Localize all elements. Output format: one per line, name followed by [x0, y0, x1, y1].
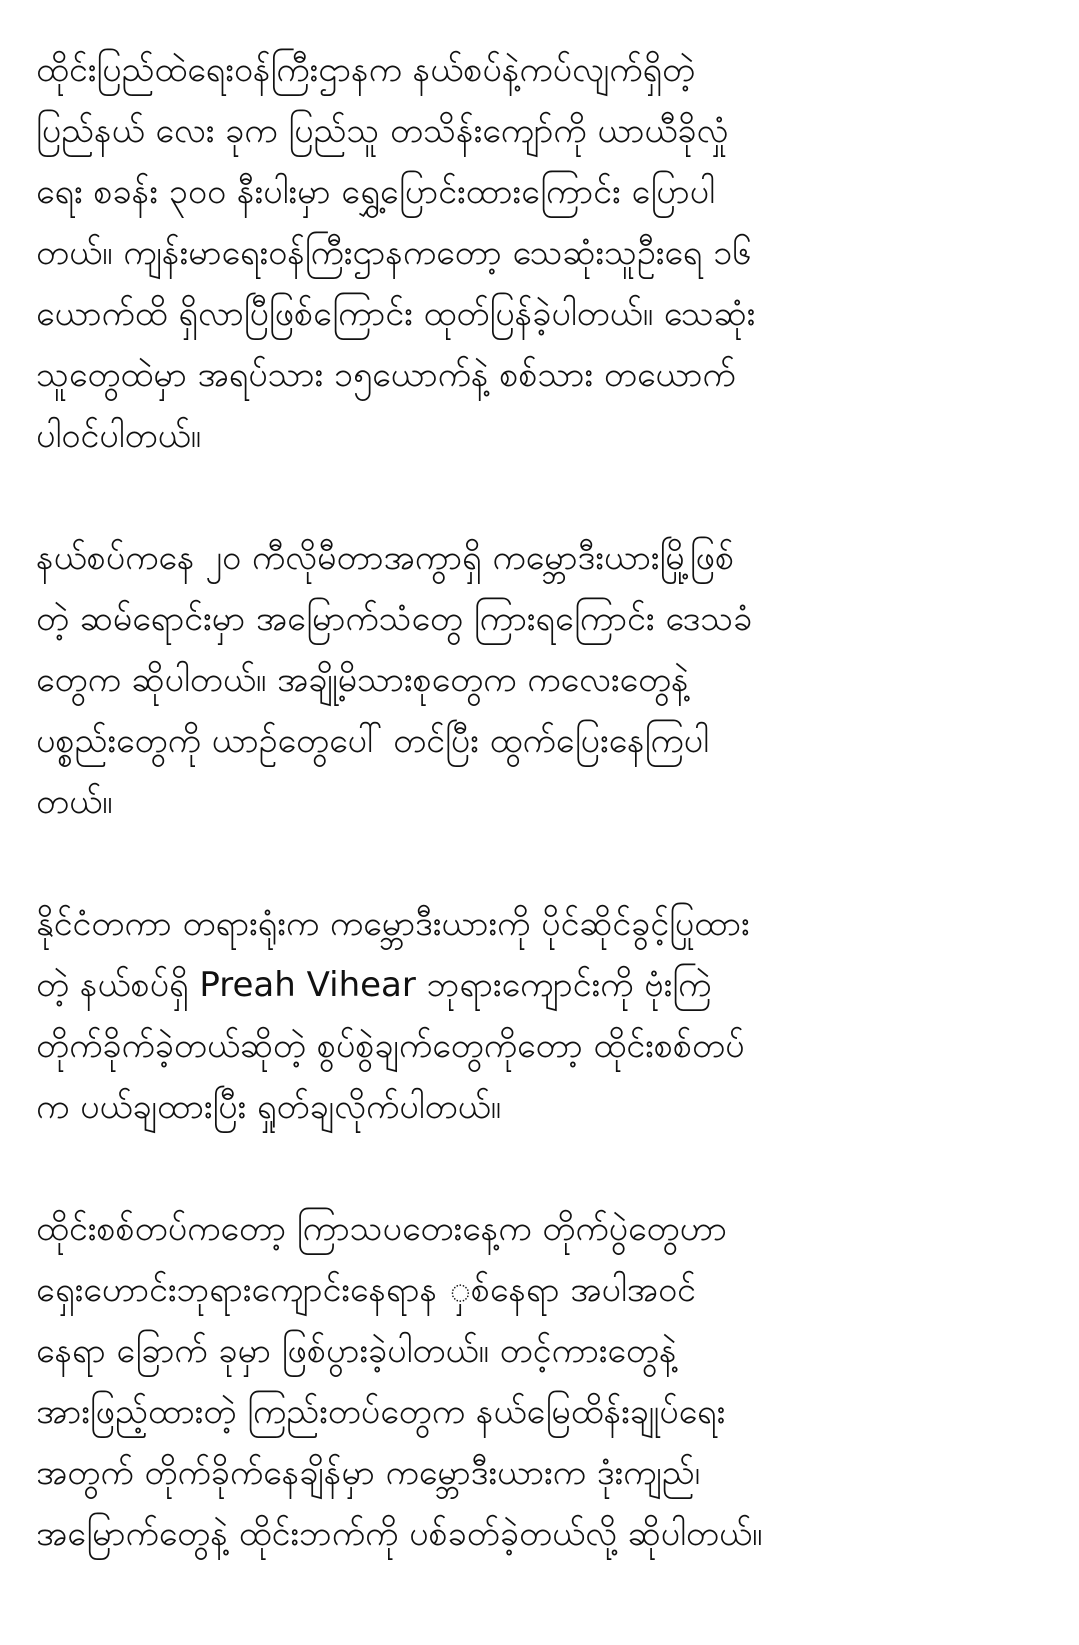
text-line: တယ်။ ကျန်းမာရေးဝန်ကြီးဌာနကတော့ သေဆုံးသူဦးရေ ၁၆ [36, 233, 752, 273]
text-line: နယ်စပ်ကနေ ၂၀ ကီလိုမီတာအကွာရှိ ကမ္ဘောဒီးယားမြို့ဖြစ် [36, 538, 735, 578]
text-line: က ပယ်ချထားပြီး ရှုတ်ချလိုက်ပါတယ်။ [36, 1087, 501, 1127]
text-line: ပါဝင်ပါတယ်။ [36, 416, 201, 456]
text-line: အမြောက်တွေနဲ့ ထိုင်းဘက်ကို ပစ်ခတ်ခဲ့တယ်လို့ ဆိုပါတယ်။ [36, 1514, 763, 1554]
text-line: ရှေးဟောင်းဘုရားကျောင်းနေရာန ှစ်နေရာ အပါအဝင် [36, 1270, 696, 1310]
text-line: ပြည်နယ် လေး ခုက ပြည်သူ တသိန်းကျော်ကို ယာယီခိုလှုံ [36, 111, 729, 151]
paragraph-3 [36, 894, 1056, 1138]
paragraph-1 [36, 40, 1056, 467]
text-line: နေရာ ခြောက် ခုမှာ ဖြစ်ပွားခဲ့ပါတယ်။ တင့်ကားတွေနဲ့ [36, 1331, 677, 1371]
text-line: အတွက် တိုက်ခိုက်နေချိန်မှာ ကမ္ဘောဒီးယားက ဒုံးကျည်၊ [36, 1453, 700, 1493]
text-line: တဲ့ ဆမ်ရောင်းမှာ အမြောက်သံတွေ ကြားရကြောင်း ဒေသခံ [36, 599, 753, 639]
text-line: ယောက်ထိ ရှိလာပြီဖြစ်ကြောင်း ထုတ်ပြန်ခဲ့ပါတယ်။ သေဆုံး [36, 294, 756, 334]
text-line: နိုင်ငံတကာ တရားရုံးက ကမ္ဘောဒီးယားကို ပိုင်ဆိုင်ခွင့်ပြုထား [36, 904, 750, 944]
paragraph-4 [36, 1199, 1056, 1565]
text-line: တွေက ဆိုပါတယ်။ အချို့မိသားစုတွေက ကလေးတွေနဲ့ [36, 660, 689, 700]
text-line: သူတွေထဲမှာ အရပ်သား ၁၅ယောက်နဲ့ စစ်သား တယောက် [36, 355, 736, 395]
text-line: ပစ္စည်းတွေကို ယာဉ်တွေပေါ် တင်ပြီး ထွက်ပြေးနေကြပါ [36, 721, 709, 761]
text-line: ရေး စခန်း ၃၀၀ နီးပါးမှာ ရွှေ့ပြောင်းထားကြောင်း ပြောပါ [36, 172, 715, 212]
text-line: တိုက်ခိုက်ခဲ့တယ်ဆိုတဲ့ စွပ်စွဲချက်တွေကိုတော့ ထိုင်းစစ်တပ် [36, 1026, 745, 1066]
text-line: ထိုင်းစစ်တပ်ကတော့ ကြာသပတေးနေ့က တိုက်ပွဲတွေဟာ [36, 1209, 727, 1249]
text-line: တဲ့ နယ်စပ်ရှိ Preah Vihear ဘုရားကျောင်းကို ဗုံးကြဲ [36, 965, 712, 1005]
text-line: တယ်။ [36, 782, 113, 822]
text-line: ထိုင်းပြည်ထဲရေးဝန်ကြီးဌာနက နယ်စပ်နဲ့ကပ်လျက်ရှိတဲ့ [36, 50, 696, 90]
paragraph-2 [36, 528, 1056, 833]
text-line: အားဖြည့်ထားတဲ့ ကြည်းတပ်တွေက နယ်မြေထိန်းချုပ်ရေး [36, 1392, 726, 1432]
article-body [36, 40, 1056, 1565]
